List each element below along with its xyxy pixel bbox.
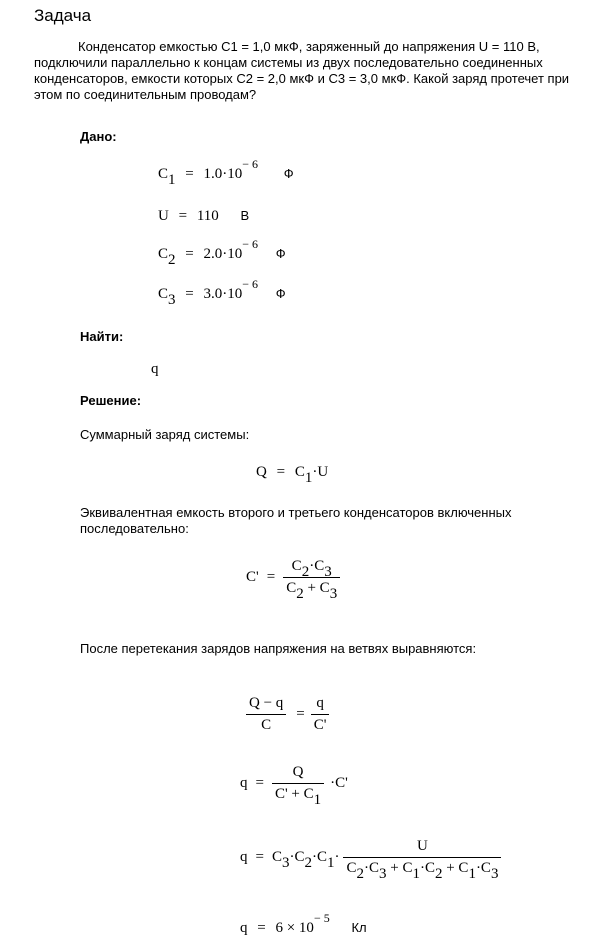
c2-exponent: − 6 — [242, 237, 259, 251]
step1-dot-u: ·U — [312, 464, 329, 480]
step4-formula — [240, 764, 352, 808]
answer-exponent: − 5 — [313, 911, 330, 925]
answer — [240, 911, 367, 937]
step5-dot1: ·C — [289, 849, 305, 865]
step5-pre-sub1: 1 — [326, 855, 335, 871]
step5-formula — [240, 838, 505, 882]
step5-dot3: · — [334, 849, 340, 865]
step3-formula — [246, 695, 333, 734]
step5-prefix — [271, 849, 340, 871]
step4-num: Q — [272, 764, 324, 784]
step4-den — [272, 784, 324, 808]
step5-dot2: ·C — [311, 849, 327, 865]
step4-den-sub: 1 — [313, 792, 322, 808]
step3-right-den: C' — [313, 717, 327, 733]
u-equals: = — [178, 208, 188, 224]
step2-den-plus: + — [307, 580, 316, 596]
problem-statement: Конденсатор емкостью C1 = 1,0 мкФ, заряженный до напряжения U = 110 В, подключили параллельно к концам системы из двух последовательно соединенных конденсаторов, емкости которых C2 = 2,0 мкФ и C3 = 3,0 мкФ. Какой заряд протечет при этом по соединительным проводам? — [34, 39, 570, 102]
step5-pre-sub2: 2 — [304, 855, 312, 871]
step3-text: После перетекания зарядов напряжения на ветвях выравняются: — [80, 641, 477, 656]
step2-numerator — [283, 558, 340, 578]
step1-c: C — [294, 464, 305, 480]
c1-unit: Ф — [283, 166, 294, 181]
answer-unit: Кл — [351, 920, 367, 935]
step5-pre-c: C — [271, 849, 282, 865]
c3-value: 3.0·10 — [203, 286, 243, 302]
step5-den-9: 1 — [468, 866, 476, 882]
step1-lhs: Q — [256, 464, 267, 480]
step3-left-num: Q − q — [246, 695, 286, 715]
c2-symbol: C — [158, 246, 169, 262]
c3-equals: = — [185, 286, 194, 302]
step2-den-a: C — [286, 580, 297, 596]
given-c3 — [158, 277, 286, 308]
page-title: Задача — [34, 6, 92, 25]
step2-den-a-sub: 2 — [296, 586, 304, 602]
c2-subscript: 2 — [168, 252, 176, 268]
step3-right-fraction — [311, 695, 330, 734]
answer-lhs: q — [240, 920, 248, 936]
step1-c-sub: 1 — [304, 470, 313, 486]
step2-den-b: C — [319, 580, 330, 596]
step5-equals: = — [255, 849, 264, 865]
step5-den — [343, 858, 501, 882]
step5-den-2: ·C — [364, 860, 379, 876]
step3-right-num: q — [311, 695, 330, 715]
c3-unit: Ф — [275, 286, 286, 301]
step1-text: Суммарный заряд системы: — [80, 427, 250, 442]
step3-left-den: C — [261, 717, 272, 733]
step5-den-3: 3 — [379, 866, 387, 882]
step4-tail: ·C' — [330, 775, 348, 791]
given-c1 — [158, 157, 294, 188]
c3-symbol: C — [158, 286, 169, 302]
step4-fraction — [272, 764, 324, 808]
step1-formula — [256, 464, 329, 486]
c1-value: 1.0·10 — [203, 166, 243, 182]
step5-den-1: 2 — [356, 866, 364, 882]
step2-num-b: C — [314, 558, 325, 574]
given-u — [158, 208, 249, 225]
step2-text: Эквивалентная емкость второго и третьего конденсаторов включенных последовательно: — [80, 505, 512, 536]
step2-num-dot: · — [309, 558, 315, 574]
c1-subscript: 1 — [168, 172, 176, 188]
step2-num-b-sub: 3 — [324, 564, 332, 580]
step5-num: U — [343, 838, 501, 858]
step3-left-fraction — [246, 695, 286, 734]
step2-denominator — [283, 578, 340, 602]
step3-equals: = — [296, 706, 305, 722]
c3-exponent: − 6 — [242, 277, 259, 291]
step5-pre-sub3: 3 — [281, 855, 290, 871]
c2-unit: Ф — [275, 246, 286, 261]
u-symbol: U — [158, 208, 169, 224]
u-value: 110 — [196, 208, 219, 224]
step4-lhs: q — [240, 775, 248, 791]
solution-heading: Решение: — [80, 393, 142, 408]
c1-equals: = — [185, 166, 194, 182]
step5-den-8: + C — [442, 860, 469, 876]
step2-den-b-sub: 3 — [329, 586, 338, 602]
step5-fraction — [343, 838, 501, 882]
step2-num-a-sub: 2 — [301, 564, 310, 580]
step5-den-11: 3 — [490, 866, 499, 882]
answer-equals: = — [257, 920, 266, 936]
answer-value: 6 × 10 — [275, 920, 314, 936]
step5-den-0: C — [346, 860, 357, 876]
step5-den-10: ·C — [475, 860, 491, 876]
step4-equals: = — [255, 775, 264, 791]
step2-fraction — [283, 558, 340, 602]
step2-lhs: C' — [246, 569, 259, 585]
u-unit: В — [240, 208, 250, 223]
c1-exponent: − 6 — [242, 157, 259, 171]
step1-equals: = — [276, 464, 286, 480]
step5-den-6: ·C — [419, 860, 435, 876]
step5-lhs: q — [240, 849, 248, 865]
c3-subscript: 3 — [168, 292, 176, 308]
step5-den-4: + C — [386, 860, 413, 876]
step5-den-5: 1 — [412, 866, 420, 882]
step2-num-a: C — [291, 558, 302, 574]
find-heading: Найти: — [80, 329, 124, 344]
find-q: q — [151, 361, 159, 377]
given-c2 — [158, 237, 286, 268]
given-heading: Дано: — [80, 129, 117, 144]
step5-den-7: 2 — [434, 866, 443, 882]
step2-equals: = — [266, 569, 276, 585]
c2-equals: = — [185, 246, 194, 262]
step2-formula — [246, 558, 344, 602]
step4-den-a: C' + C — [274, 786, 314, 802]
c1-symbol: C — [158, 166, 169, 182]
c2-value: 2.0·10 — [203, 246, 243, 262]
